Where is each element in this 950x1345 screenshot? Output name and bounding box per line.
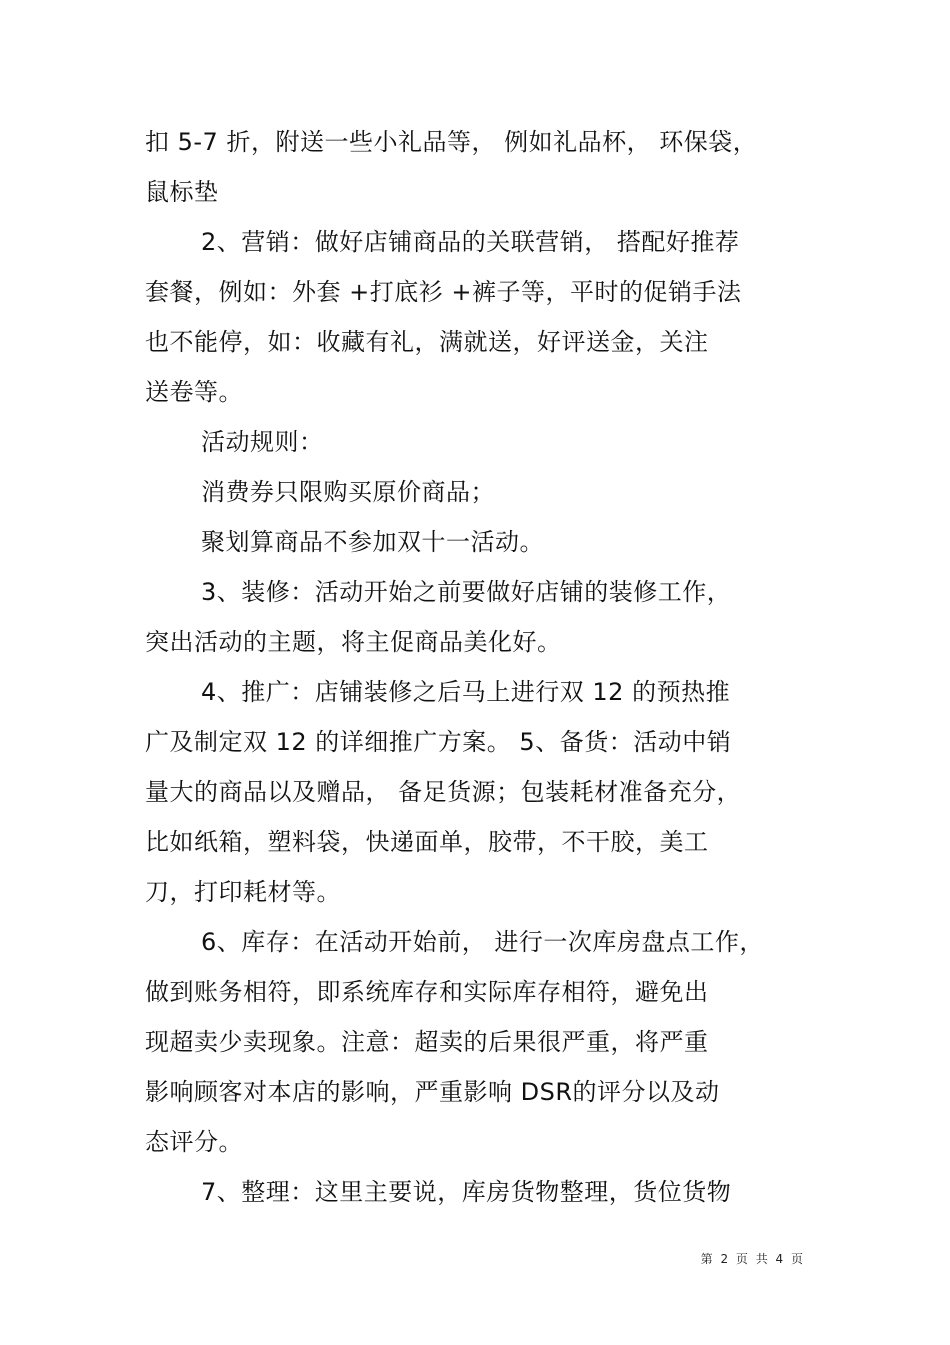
- text-line: 聚划算商品不参加双十一活动。: [201, 528, 544, 556]
- text-line: 做到账务相符，即系统库存和实际库存相符，避免出: [145, 978, 709, 1006]
- text-line: 送卷等。: [145, 378, 243, 406]
- text-line: 广及制定双 12 的详细推广方案。 5、备货：活动中销: [145, 728, 732, 756]
- text-line: 影响顾客对本店的影响，严重影响 DSR的评分以及动: [145, 1078, 720, 1106]
- page-number: 第 2 页 共 4 页: [700, 1252, 805, 1266]
- text-line: 6、库存：在活动开始前， 进行一次库房盘点工作，: [201, 928, 764, 956]
- text-line: 现超卖少卖现象。注意：超卖的后果很严重，将严重: [145, 1028, 709, 1056]
- text-line: 量大的商品以及赠品， 备足货源；包装耗材准备充分，: [145, 778, 742, 806]
- text-line: 比如纸箱，塑料袋，快递面单，胶带，不干胶，美工: [145, 828, 709, 856]
- text-line: 消费券只限购买原价商品；: [201, 478, 495, 506]
- text-line: 突出活动的主题，将主促商品美化好。: [145, 628, 562, 656]
- text-line: 2、营销：做好店铺商品的关联营销， 搭配好推荐: [201, 228, 740, 256]
- text-line: 扣 5-7 折，附送一些小礼品等， 例如礼品杯， 环保袋，: [145, 128, 758, 156]
- text-line: 4、推广：店铺装修之后马上进行双 12 的预热推: [201, 678, 731, 706]
- text-line: 鼠标垫: [145, 178, 219, 206]
- text-line: 套餐，例如：外套 +打底衫 +裤子等，平时的促销手法: [145, 278, 742, 306]
- text-line: 刀，打印耗材等。: [145, 878, 341, 906]
- text-line: 7、整理：这里主要说，库房货物整理，货位货物: [201, 1178, 732, 1206]
- text-line: 也不能停，如：收藏有礼，满就送，好评送金，关注: [145, 328, 709, 356]
- text-line: 活动规则：: [201, 428, 324, 456]
- text-line: 3、装修：活动开始之前要做好店铺的装修工作，: [201, 578, 732, 606]
- text-line: 态评分。: [145, 1128, 243, 1156]
